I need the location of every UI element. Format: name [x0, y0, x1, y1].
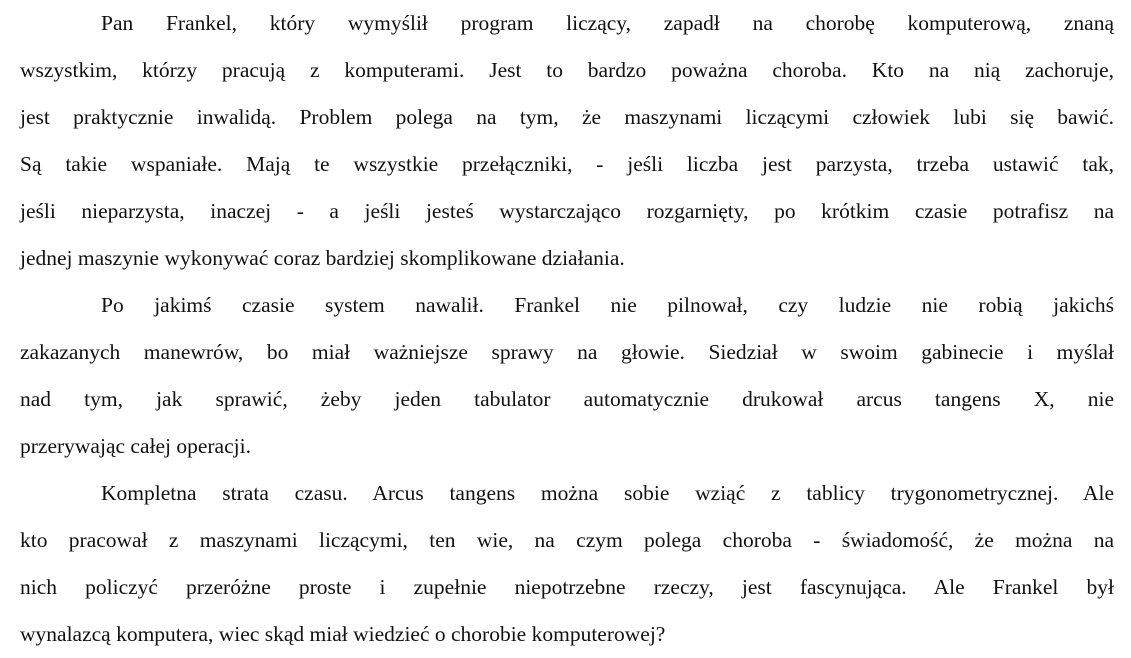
- paragraph-2: [20, 282, 1114, 470]
- text-line: Po jakimś czasie system nawalił. Frankel nie pilnował, czy ludzie nie robią jakichś: [101, 293, 1114, 317]
- text-line: wszystkim, którzy pracują z komputerami. Jest to bardzo poważna choroba. Kto na nią zachoruje,: [20, 58, 1114, 82]
- text-line: nad tym, jak sprawić, żeby jeden tabulator automatycznie drukował arcus tangens X, nie: [20, 387, 1114, 411]
- text-line: nich policzyć przeróżne proste i zupełnie niepotrzebne rzeczy, jest fascynująca. Ale Frankel był: [20, 575, 1114, 599]
- paragraph-1: [20, 0, 1114, 282]
- text-line: kto pracował z maszynami liczącymi, ten wie, na czym polega choroba - świadomość, że można na: [20, 528, 1114, 552]
- paragraph-3: [20, 470, 1114, 658]
- text-line: jednej maszynie wykonywać coraz bardziej skomplikowane działania.: [20, 246, 625, 270]
- text-line: jest praktycznie inwalidą. Problem polega na tym, że maszynami liczącymi człowiek lubi się bawić.: [20, 105, 1114, 129]
- document-page: [20, 0, 1114, 658]
- text-line: Pan Frankel, który wymyślił program liczący, zapadł na chorobę komputerową, znaną: [101, 11, 1114, 35]
- text-line: Kompletna strata czasu. Arcus tangens można sobie wziąć z tablicy trygonometrycznej. Ale: [101, 481, 1114, 505]
- text-line: zakazanych manewrów, bo miał ważniejsze sprawy na głowie. Siedział w swoim gabinecie i myślał: [20, 340, 1114, 364]
- text-line: jeśli nieparzysta, inaczej - a jeśli jesteś wystarczająco rozgarnięty, po krótkim czasie potrafisz na: [20, 199, 1114, 223]
- text-line: przerywając całej operacji.: [20, 434, 251, 458]
- text-line: wynalazcą komputera, wiec skąd miał wiedzieć o chorobie komputerowej?: [20, 622, 666, 646]
- text-line: Są takie wspaniałe. Mają te wszystkie przełączniki, - jeśli liczba jest parzysta, trzeba ustawić tak,: [20, 152, 1114, 176]
